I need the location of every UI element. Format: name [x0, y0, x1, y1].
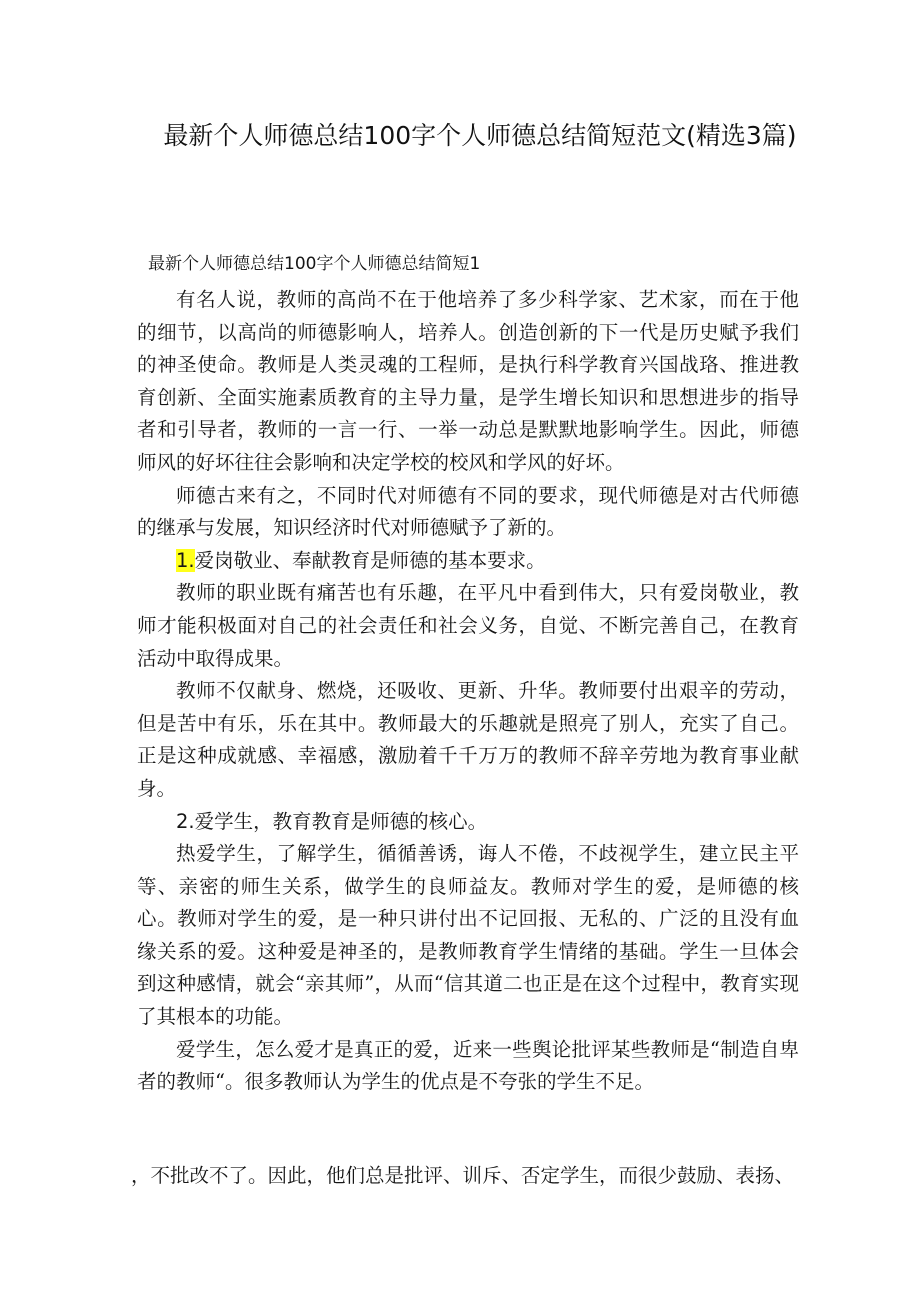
highlighted-number: 1.: [176, 548, 195, 572]
list-item-1: [137, 545, 799, 578]
paragraph-dedication: 教师的职业既有痛苦也有乐趣，在平凡中看到伟大，只有爱岗敬业，教师才能积极面对自己的社会责任和社会义务，自觉、不断完善自己，在教育活动中取得成果。: [137, 581, 799, 670]
document-title: 最新个人师德总结100字个人师德总结简短范文(精选3篇): [163, 121, 797, 150]
list-item-2: [137, 806, 799, 839]
paragraph-love-students: 热爱学生，了解学生，循循善诱，诲人不倦，不歧视学生，建立民主平等、亲密的师生关系，做学生的良师益友。教师对学生的爱，是师德的核心。教师对学生的爱，是一种只讲付出不记回报、无私的、广泛的且没有血缘关系的爱。这种爱是神圣的，是教师教育学生情绪的基础。学生一旦体会到这种感情，就会“亲其师”，从而“信其道二也正是在这个过程中，教育实现了其根本的功能。: [137, 842, 799, 1029]
continuation-line: ，不批改不了。因此，他们总是批评、训斥、否定学生，而很少鼓励、表扬、: [131, 1164, 795, 1187]
paragraph-ancient-virtue: 师德古来有之，不同时代对师德有不同的要求，现代师德是对古代师德的继承与发展，知识经济时代对师德赋予了新的。: [137, 483, 799, 540]
paragraph-true-love: 爱学生，怎么爱才是真正的爱，近来一些舆论批评某些教师是“制造自卑者的教师“。很多教师认为学生的优点是不夸张的学生不足。: [137, 1037, 799, 1094]
section-heading: 最新个人师德总结100字个人师德总结简短1: [148, 254, 481, 274]
paragraph-joy: 教师不仅献身、燃烧，还吸收、更新、升华。教师要付出艰辛的劳动，但是苦中有乐，乐在其中。教师最大的乐趣就是照亮了别人，充实了自己。正是这种成就感、幸福感，激励着千千万万的教师不辞辛劳地为教育事业献身。: [137, 679, 799, 800]
document-body: [137, 284, 799, 1099]
list-item-2-text: 爱学生，教育教育是师德的核心。: [194, 809, 488, 833]
list-item-1-text: 爱岗敬业、奉献教育是师德的基本要求。: [194, 548, 546, 572]
paragraph-intro: 有名人说，教师的高尚不在于他培养了多少科学家、艺术家，而在于他的细节，以高尚的师德影响人，培养人。创造创新的下一代是历史赋予我们的神圣使命。教师是人类灵魂的工程师，是执行科学教育兴国战珞、推进教育创新、全面实施素质教育的主导力量，是学生增长知识和思想进步的指导者和引导者，教师的一言一行、一举一动总是默默地影响学生。因此，师德师风的好坏往往会影响和决定学校的校风和学风的好坏。: [137, 288, 799, 474]
list-number: 2.: [176, 809, 195, 833]
